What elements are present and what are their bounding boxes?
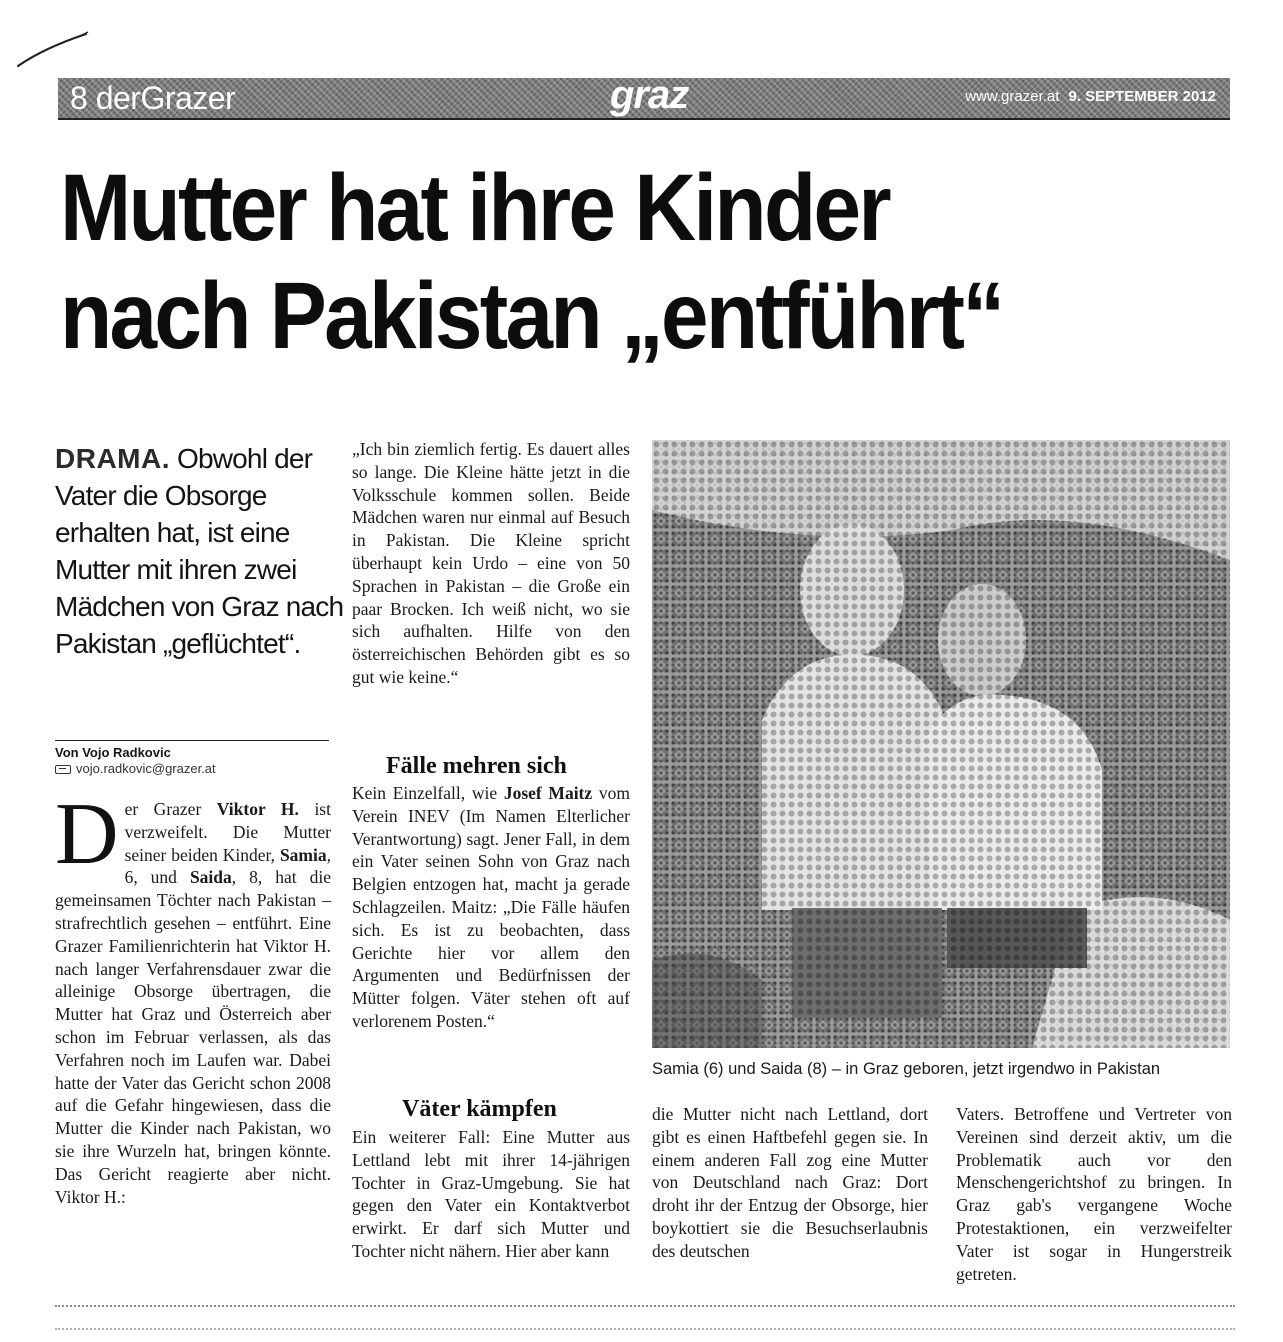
article-paragraph-1 — [55, 786, 332, 1208]
text-run: ist verzweifelt. Die Mutter seiner beiden Kinder, — [124, 799, 331, 865]
person-name: Samia — [279, 844, 327, 865]
article-paragraph-5: Vaters. Betroffene und Vertreter von Vereinen sind derzeit aktiv, um die Problematik auch vor den Menschengerichtshof zu bringen. In Graz gab's vergangene Woche Protestaktionen, ein verzweifelter Vater ist sogar in Hungerstreik getreten. — [956, 1104, 1232, 1284]
issue-date: 9. SEPTEMBER 2012 — [1068, 88, 1216, 105]
byline — [55, 745, 329, 777]
article-column-2-bottom — [352, 1126, 630, 1263]
subheading-1: Fälle mehren sich — [386, 753, 567, 779]
byline-author: Von Vojo Radkovic — [55, 745, 171, 760]
text-run: vom Verein INEV (Im Namen Elterlicher Verantwortung) sagt. Jener Fall, in dem ein Vater seinen Sohn von Graz nach Belgien entzogen hat, macht ja gerade Schlagzeilen. Maitz: „Die Fälle häufen sich. Es ist zu beobachten, dass Gerichte hier vor allem den Argumenten und Bedürfnissen der Mütter folgen. Väter stehen oft auf verlorenem Posten.“ — [352, 783, 630, 1031]
lead-kicker: DRAMA. — [55, 443, 170, 474]
article-photo — [652, 440, 1230, 1048]
text-run: er Grazer — [124, 799, 217, 819]
masthead-info — [965, 87, 1216, 107]
newspaper-masthead — [58, 73, 1230, 120]
quote-paragraph: „Ich bin ziemlich fertig. Es dauert alles so lange. Die Kleine hätte jetzt in die Volksschule kommen sollen. Beide Mädchen waren nur einmal auf Besuch in Pakistan. Die Kleine spricht überhaupt kein Urdo – eine von 50 Sprachen in Pakistan – die Große ein paar Brocken. Ich weiß nicht, wo sie sich aufhalten. Hilfe von den österreichischen Behörden gibt es so gut wie keine.“ — [352, 439, 630, 687]
article-column-2-middle — [352, 782, 630, 1033]
byline-email: vojo.radkovic@grazer.at — [76, 761, 216, 776]
subheading-2: Väter kämpfen — [402, 1096, 557, 1122]
person-name: Saida — [189, 867, 232, 888]
article-paragraph-3: Ein weiterer Fall: Eine Mutter aus Lettland lebt mit ihrer 14-jährigen Tochter in Graz-Umgebung. Sie hat gegen den Vater ein Kontaktverbot erwirkt. Er darf sich Mutter und Tochter nicht nähern. Hier aber kann — [352, 1127, 630, 1261]
text-run: , 8, hat die gemeinsamen Töchter nach Pakistan – strafrechtlich gesehen – entführt. Eine Grazer Familienrichterin hat Viktor H. nach langer Verfahrensdauer zwar die alleinige Obsorge übertragen, die Mutter hat Graz und Österreich aber schon im Februar verlassen, als das Verfahren noch im Laufen war. Dabei hatte der Vater das Gericht schon 2008 auf die Gefahr hingewiesen, dass die Mutter die Kinder nach Pakistan, wo sie ihre Wurzeln hat, bringen könnte. Das Gericht reagierte aber nicht. Viktor H.: — [55, 867, 332, 1207]
section-label: graz — [610, 73, 689, 117]
text-run: , 6, und — [124, 844, 331, 888]
article-column-4 — [956, 1103, 1232, 1285]
photo-caption: Samia (6) und Saida (8) – in Graz geboren, jetzt irgendwo in Pakistan — [652, 1060, 1161, 1078]
drop-cap: D — [55, 786, 119, 883]
email-icon — [55, 765, 71, 774]
text-run: Kein Einzelfall, wie — [352, 783, 504, 803]
byline-divider — [55, 740, 329, 741]
article-paragraph-2 — [352, 782, 630, 1033]
article-column-3 — [652, 1103, 928, 1263]
masthead-url: www.grazer.at — [965, 88, 1060, 105]
article-paragraph-4: die Mutter nicht nach Lettland, dort gibt es einen Haftbefehl gegen sie. In einem anderen Fall zog eine Mutter von Deutschland nach Graz: Dort droht ihr der Entzug der Obsorge, hier boykottiert sie die Besuchserlaubnis des deutschen — [652, 1104, 928, 1261]
pen-stroke-mark — [14, 20, 92, 70]
headline-line-2: nach Pakistan „entführt“ — [60, 263, 1003, 369]
article-column-2-quote — [352, 438, 630, 689]
page-label: 8 derGrazer — [70, 80, 236, 116]
person-name: Josef Maitz — [503, 783, 593, 803]
lead-paragraph — [55, 440, 345, 662]
byline-email-row — [55, 761, 329, 777]
page-bottom-rule-2 — [55, 1328, 1235, 1330]
headline-line-1: Mutter hat ihre Kinder — [60, 155, 889, 261]
lead-text: Obwohl der Vater die Obsorge erhalten hat, ist eine Mutter mit ihren zwei Mädchen von Graz nach Pakistan „geflüchtet“. — [55, 443, 344, 659]
page-bottom-rule — [55, 1305, 1235, 1307]
article-column-1 — [55, 786, 332, 1208]
page-headline — [60, 154, 1122, 370]
person-name: Viktor H. — [216, 799, 299, 819]
